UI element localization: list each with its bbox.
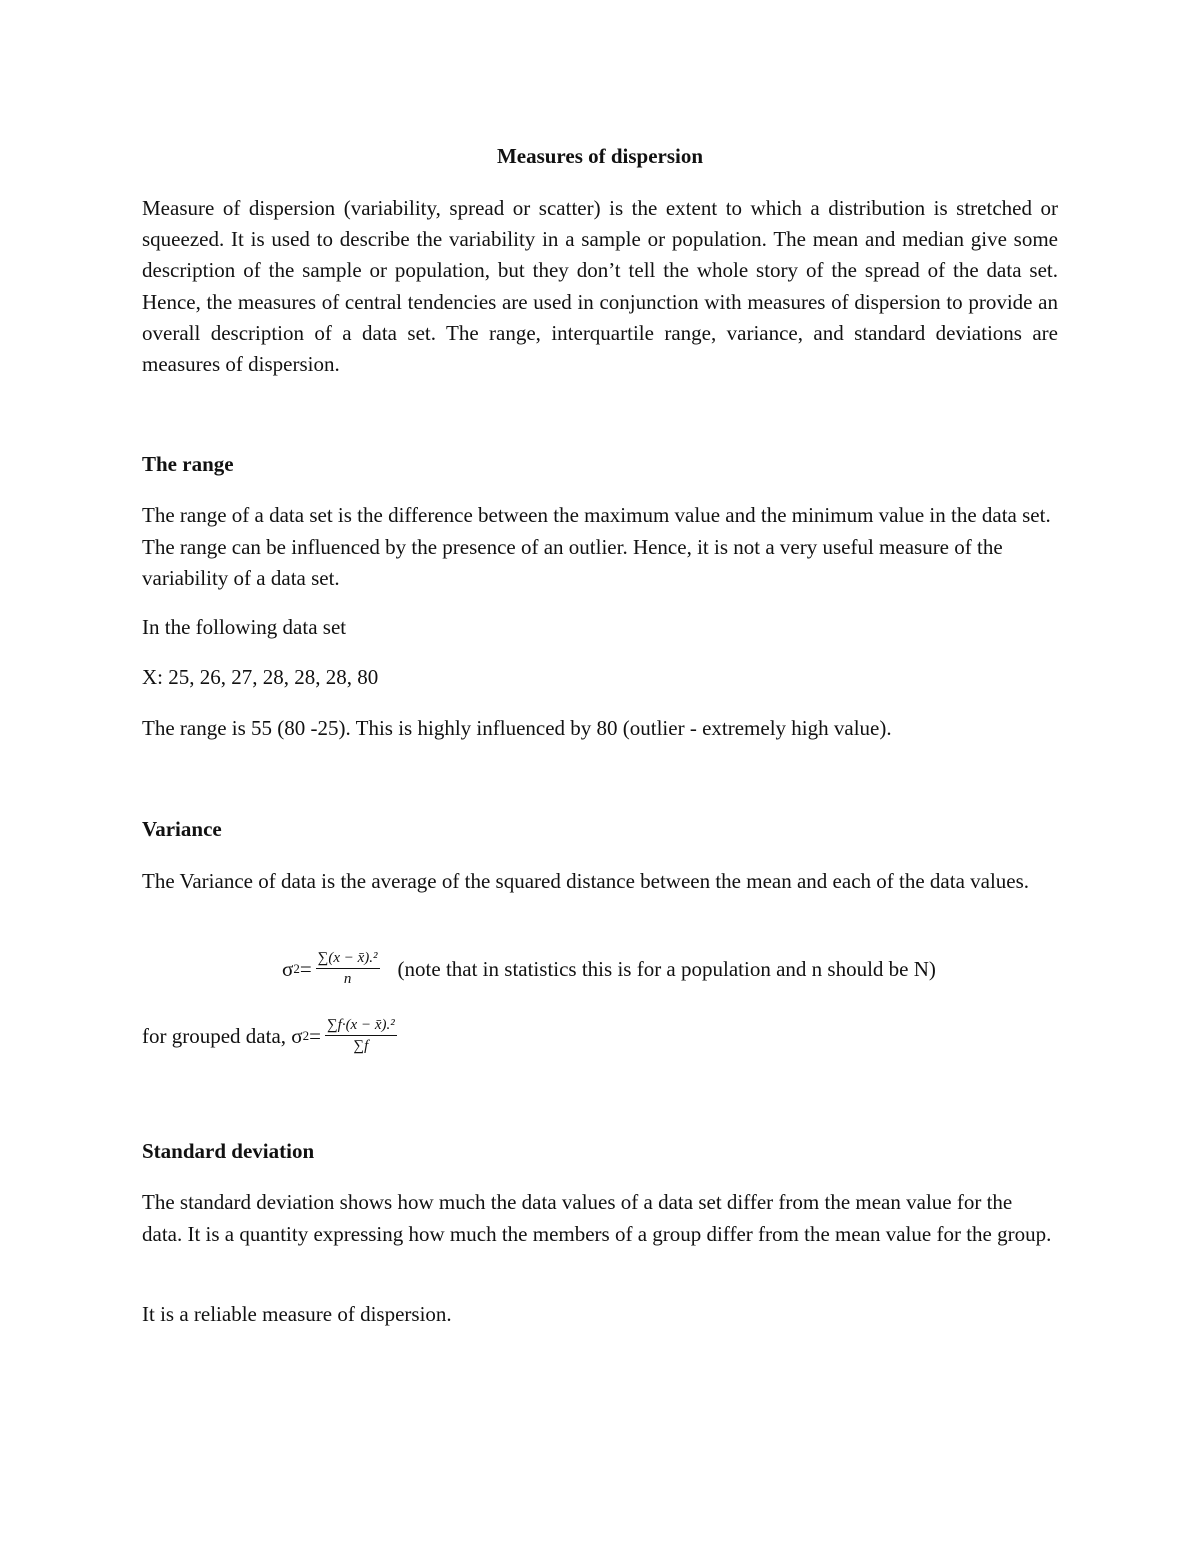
fraction-numerator: ∑(x − x̄).² (316, 950, 380, 969)
equals-sign: = (299, 956, 312, 981)
sigma-symbol: σ (282, 956, 294, 981)
exponent: 2 (293, 961, 300, 976)
dataset-intro: In the following data set (142, 615, 347, 639)
dataset-values: X: 25, 26, 27, 28, 28, 28, 80 (142, 665, 379, 689)
grouped-variance-formula (142, 1017, 401, 1055)
stddev-reliable: It is a reliable measure of dispersion. (142, 1302, 452, 1326)
equals-sign: = (309, 1023, 321, 1048)
grouped-fraction (325, 1017, 397, 1055)
variance-paragraph: The Variance of data is the average of the squared distance between the mean and each of the data values. (142, 869, 1030, 893)
formula-note: (note that in statistics this is for a population and n should be N) (397, 956, 936, 981)
fraction-numerator: ∑f·(x − x̄).² (325, 1017, 397, 1036)
variance-formula (282, 950, 936, 988)
page-title: Measures of dispersion (496, 144, 704, 168)
intro-paragraph: Measure of dispersion (variability, spread or scatter) is the extent to which a distribution is stretched or squeezed. It is used to describe the variability in a sample or population. The mean and median give some description of the sample or population, but they don’t tell the whole story of the spread of the data set. Hence, the measures of central tendencies are used in conjunction with measures of dispersion to provide an overall description of a data set. The range, interquartile range, variance, and standard deviations are measures of dispersion. (142, 196, 1058, 377)
stddev-paragraph: The standard deviation shows how much the data values of a data set differ from the mean value for the data. It is a quantity expressing how much the members of a group differ from the mean value for the group. (142, 1190, 1052, 1246)
fraction-denominator: ∑f (353, 1038, 369, 1054)
stddev-heading: Standard deviation (142, 1139, 315, 1163)
fraction-denominator: n (343, 971, 352, 987)
grouped-label: for grouped data, σ (142, 1023, 303, 1048)
range-heading: The range (142, 452, 234, 476)
variance-fraction (316, 950, 380, 988)
range-paragraph: The range of a data set is the difference between the maximum value and the minimum value in the data set. The range can be influenced by the presence of an outlier. Hence, it is not a very useful measure of the variability of a data set. (142, 503, 1051, 590)
exponent: 2 (302, 1028, 310, 1043)
variance-heading: Variance (142, 817, 222, 841)
range-result: The range is 55 (80 -25). This is highly influenced by 80 (outlier - extremely high value). (142, 716, 892, 740)
